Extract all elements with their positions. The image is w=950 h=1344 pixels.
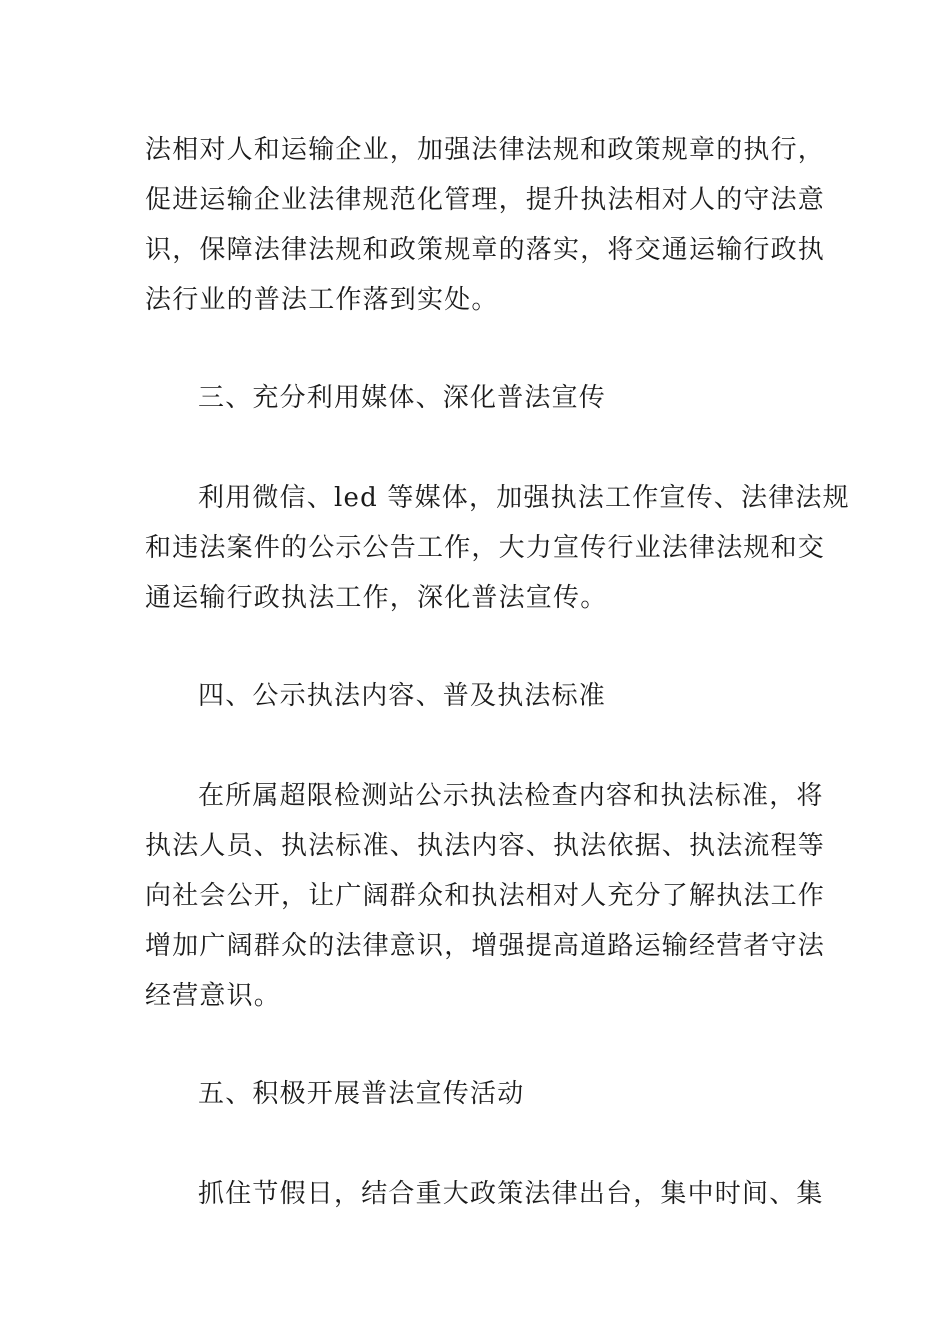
section-heading: 三、充分利用媒体、深化普法宣传 xyxy=(198,383,607,413)
paragraph-line: 通运输行政执法工作，深化普法宣传。 xyxy=(145,583,608,613)
paragraph-line: 法行业的普法工作落到实处。 xyxy=(145,285,499,315)
paragraph-line: 抓住节假日，结合重大政策法律出台，集中时间、集 xyxy=(198,1179,824,1209)
paragraph-line: 在所属超限检测站公示执法检查内容和执法标准，将 xyxy=(198,781,824,811)
paragraph-line: 经营意识。 xyxy=(145,981,282,1011)
paragraph-line: 向社会公开，让广阔群众和执法相对人充分了解执法工作 xyxy=(145,881,826,911)
paragraph-line: 识，保障法律法规和政策规章的落实，将交通运输行政执 xyxy=(145,235,826,265)
paragraph-line: 增加广阔群众的法律意识，增强提高道路运输经营者守法 xyxy=(145,931,826,961)
section-heading: 四、公示执法内容、普及执法标准 xyxy=(198,681,607,711)
paragraph-line: 法相对人和运输企业，加强法律法规和政策规章的执行， xyxy=(145,135,826,165)
paragraph-line: 促进运输企业法律规范化管理，提升执法相对人的守法意 xyxy=(145,185,826,215)
section-heading: 五、积极开展普法宣传活动 xyxy=(198,1079,525,1109)
paragraph-line: 执法人员、执法标准、执法内容、执法依据、执法流程等 xyxy=(145,831,826,861)
paragraph-line: 和违法案件的公示公告工作，大力宣传行业法律法规和交 xyxy=(145,533,826,563)
paragraph-line: 利用微信、led 等媒体，加强执法工作宣传、法律法规 xyxy=(198,483,850,513)
